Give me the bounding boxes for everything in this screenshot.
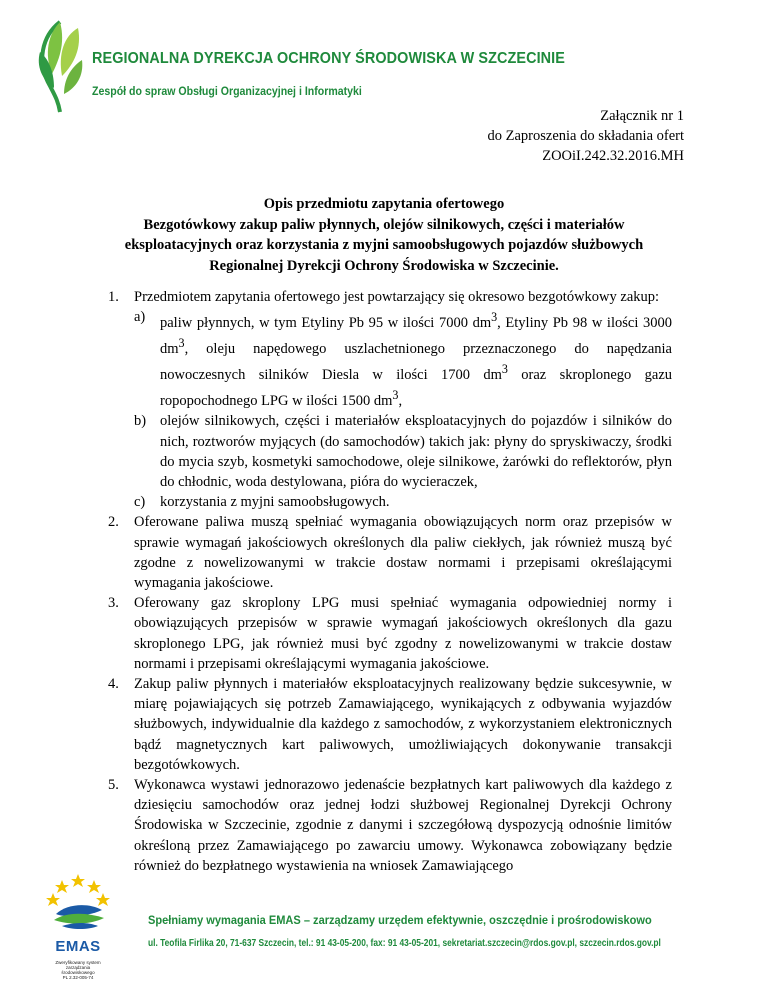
list-item-text: Zakup paliw płynnych i materiałów eksploatacyjnych realizowany będzie sukcesywnie, w miarę pojawiających się potrzeb Zamawiającego, wynikających z odbywania wyjazdów służbowych, indywidualnie dla każdego z samochodów, z wykorzystaniem elektronicznych bądź magnetycznych kart paliwowych, umożliwiających dokonywanie transakcji bezgotówkowych. [134, 675, 672, 773]
subject-line-3: eksploatacyjnych oraz korzystania z myjni samoobsługowych pojazdów służbowych [124, 237, 644, 253]
subject-line-2: Bezgotówkowy zakup paliw płynnych, olejów silnikowych, części i materiałów [143, 216, 625, 233]
list-item [100, 775, 672, 876]
document-body [100, 287, 672, 876]
sub-item-text: korzystania z myjni samoobsługowych. [160, 494, 390, 511]
document-subject [96, 194, 672, 276]
footer-address: ul. Teofila Firlika 20, 71-637 Szczecin, tel.: 91 43-05-200, fax: 91 43-05-201, sekretariat.szczecin@rdos.gov.pl, szczecin.rdos.gov.pl [148, 938, 661, 949]
sub-list [134, 307, 672, 512]
attachment-line-3: ZOOiI.242.32.2016.MH [542, 148, 684, 164]
emas-eu-stars-logo-icon [42, 866, 114, 938]
sub-item-text: paliw płynnych, w tym Etyliny Pb 95 w ilości 7000 $dm^3$, Etyliny Pb 98 w ilości 3000 $dm^3$, oleju napędowego uszlachetnionego przeznaczonego do napędzania nowoczesnych silników Diesla w ilości 1700 $dm^3$ oraz skroplonego gazu ropopochodnego LPG w ilości 1500 $dm^3$, [160, 310, 673, 410]
list-item-number: 1. [108, 289, 119, 305]
attachment-reference [488, 106, 684, 166]
requirements-list [100, 287, 672, 876]
emas-logo [42, 866, 132, 990]
sub-list-item [134, 492, 672, 512]
list-item [100, 512, 672, 593]
attachment-line-1: Załącznik nr 1 [600, 108, 684, 124]
list-item-text: Wykonawca wystawi jednorazowo jedenaście bezpłatnych kart paliwowych dla każdego z dziesięciu samochodów oraz jednej łodzi służbowej Regionalnej Dyrekcji Ochrony Środowiska w Szczecinie, zgodnie z danymi i szczegółową dyspozycją odnośnie limitów określoną przez Zamawiającego po zawarciu umowy. Wykonawca zobowiązany będzie również do bezpłatnego wystawienia na wniosek Zamawiającego [134, 776, 672, 874]
list-item-text: Przedmiotem zapytania ofertowego jest powtarzający się okresowo bezgotówkowy zakup: [134, 289, 660, 305]
emas-caption: Zweryfikowany system zarządzania środowiskowego PL 2.32-005-74 [55, 960, 101, 980]
sub-list-item [134, 307, 672, 411]
emas-wordmark: EMAS [55, 938, 101, 955]
subject-line-4: Regionalnej Dyrekcji Ochrony Środowiska w Szczecinie. [209, 257, 559, 274]
sub-item-letter: b) [134, 413, 147, 430]
list-item-text: Oferowany gaz skroplony LPG musi spełniać wymagania odpowiedniej normy i obowiązujących przepisów w sprawie wymagań jakościowych określonych dla gazu skroplonego LPG, jak również musi być zgodny z nowelizowanymi w trakcie dostaw normami i przepisami określającymi wymagania jakościowe. [134, 595, 672, 672]
list-item-text: Oferowane paliwa muszą spełniać wymagania obowiązujących norm oraz przepisów w sprawie wymagań jakościowych określonych dla paliw ciekłych, jak również muszą być zgodne z nowelizowanymi w trakcie dostaw normami i przepisami określającymi wymagania jakościowe. [134, 514, 672, 591]
attachment-line-2: do Zaproszenia do składania ofert [487, 128, 684, 144]
footer-slogan: Spełniamy wymagania EMAS – zarządzamy urzędem efektywnie, oszczędnie i prośrodowiskowo [148, 913, 652, 927]
sub-item-letter: a) [134, 309, 146, 326]
list-item [100, 674, 672, 775]
sub-item-letter: c) [134, 494, 146, 511]
header-subtitle: Zespół do spraw Obsługi Organizacyjnej i Informatyki [92, 86, 362, 98]
header-title: REGIONALNA DYREKCJA OCHRONY ŚRODOWISKA W SZCZECINIE [92, 50, 565, 67]
list-item [100, 287, 672, 512]
list-item [100, 593, 672, 674]
sub-item-text: olejów silnikowych, części i materiałów eksploatacyjnych do pojazdów i silników do nich, roztworów myjących (do samochodów) takich jak: płyny do spryskiwaczy, środki do mycia szyb, kosmetyki samochodowe, oleje silnikowe, żarówki do reflektorów, płyn do chłodnic, woda destylowana, pióra do wycieraczek, [160, 413, 672, 490]
subject-line-1: Opis przedmiotu zapytania ofertowego [263, 196, 505, 212]
list-item-number: 3. [108, 595, 119, 612]
list-item-number: 5. [108, 776, 119, 793]
list-item-number: 4. [108, 675, 119, 692]
leaf-logo-icon [30, 14, 90, 114]
sub-list-item [134, 411, 672, 492]
list-item-number: 2. [108, 514, 119, 531]
